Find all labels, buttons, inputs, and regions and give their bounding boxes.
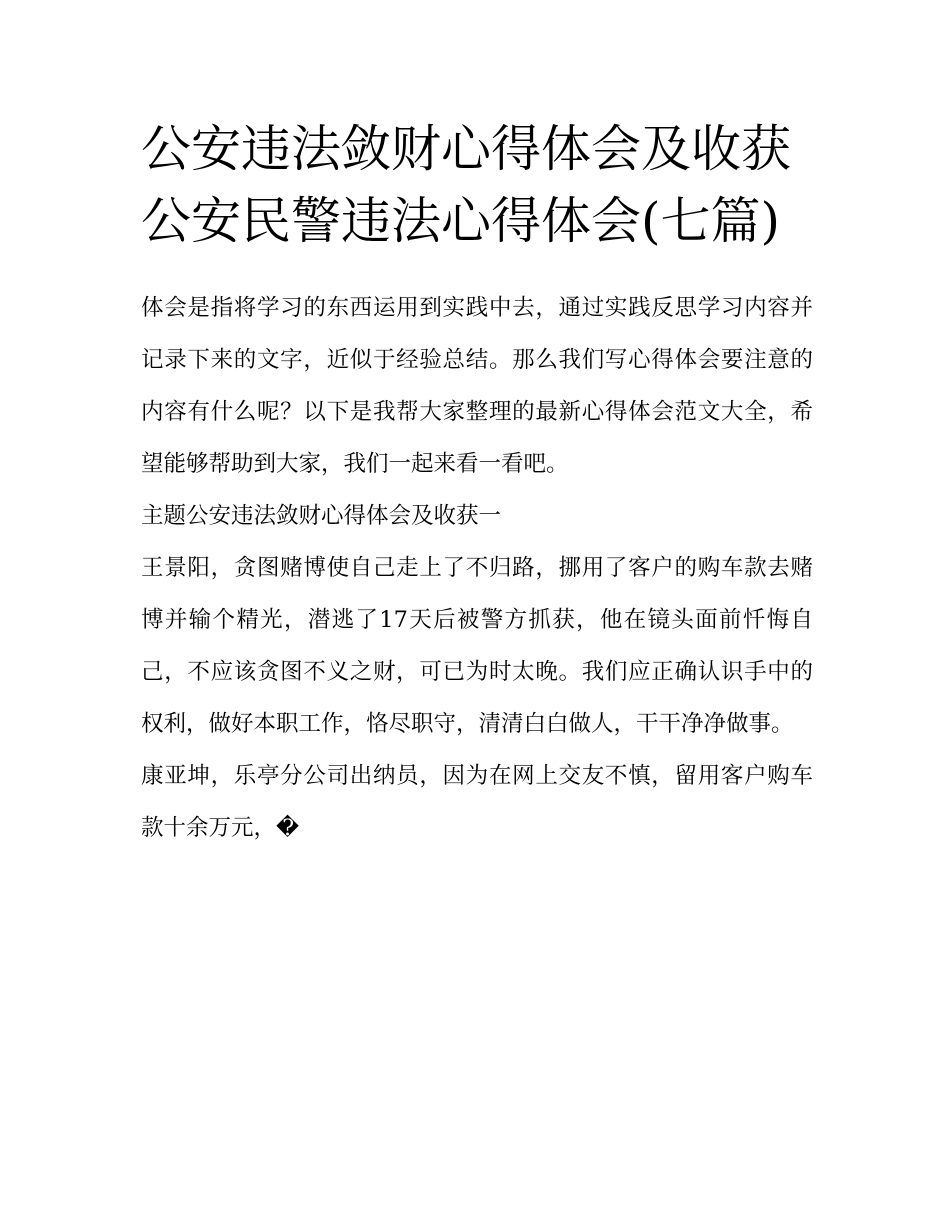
title-line-2: 公安民警违法心得体会(七篇): [141, 192, 781, 250]
section-heading: 主题公安违法敛财心得体会及收获一: [141, 503, 502, 529]
body-paragraph: 王景阳，贪图赌博使自己走上了不归路，挪用了客户的购车款去赌博并输个精光，潜逃了17天后被警方抓获，他在镜头面前忏悔自己，不应该贪图不义之财，可已为时太晚。我们应正确认识手中的权利，做好本职工作，恪尽职守，清清白白做人，干干净净做事。: [141, 555, 813, 737]
document-body: [141, 282, 813, 854]
body-paragraph: 康亚坤，乐亭分公司出纳员，因为在网上交友不慎，留用客户购车款十余万元，�: [141, 763, 813, 841]
intro-paragraph: 体会是指将学习的东西运用到实践中去，通过实践反思学习内容并记录下来的文字，近似于经验总结。那么我们写心得体会要注意的内容有什么呢？以下是我帮大家整理的最新心得体会范文大全，希望能够帮助到大家，我们一起来看一看吧。: [141, 295, 813, 477]
document-title: [141, 113, 841, 257]
title-line-1: 公安违法敛财心得体会及收获: [141, 120, 791, 178]
